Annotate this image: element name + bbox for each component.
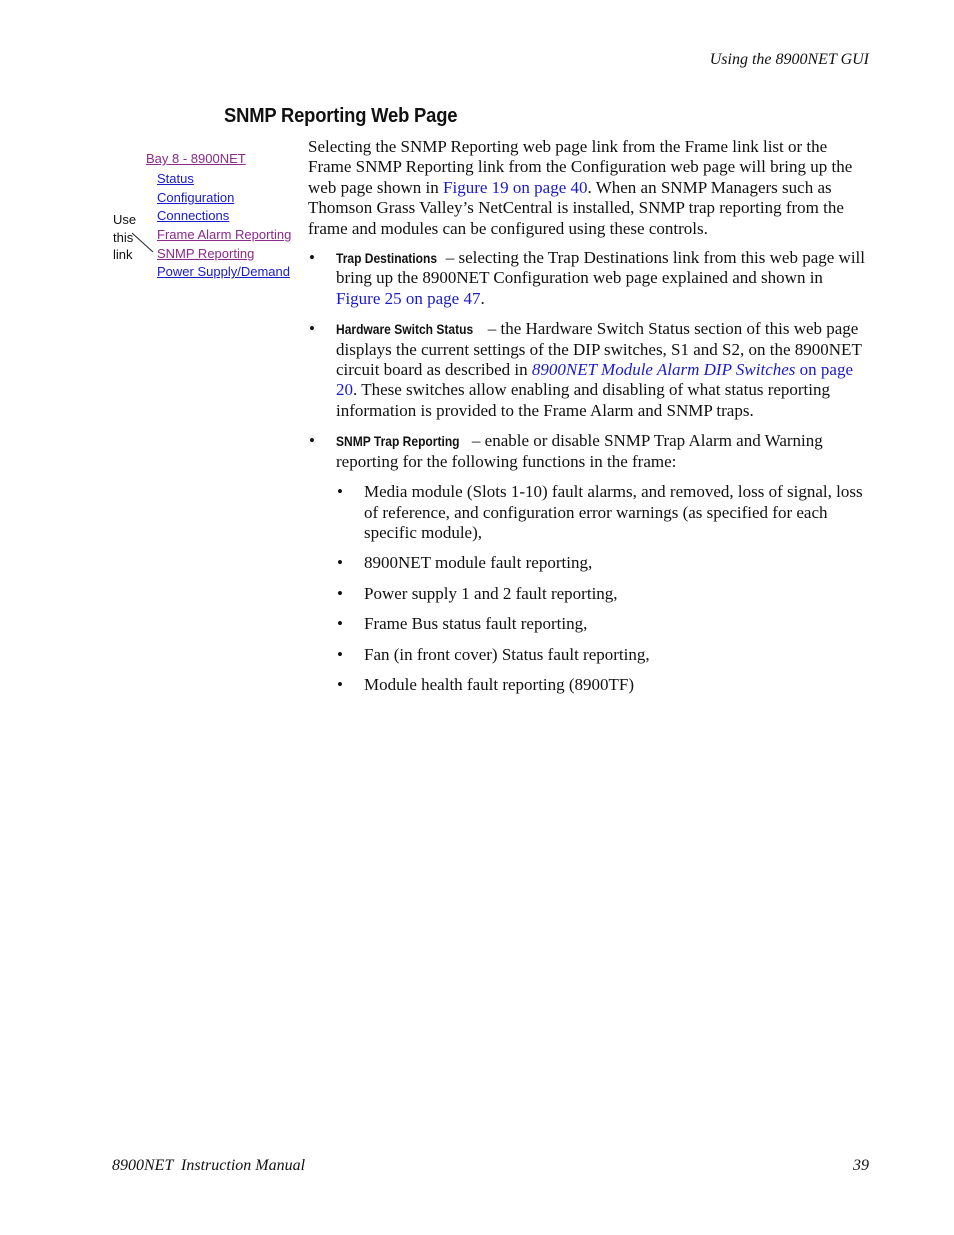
bullet: • bbox=[309, 319, 315, 339]
xref-figure-19[interactable]: Figure 19 on page 40 bbox=[443, 177, 588, 197]
sub-item-text: 8900NET module fault reporting, bbox=[364, 553, 593, 573]
nav-link-list-figure bbox=[108, 148, 303, 288]
sub-list-item bbox=[336, 584, 868, 604]
nav-link-snmp-reporting[interactable]: SNMP Reporting bbox=[157, 246, 255, 261]
footer-page-number: 39 bbox=[853, 1157, 869, 1174]
feature-list bbox=[308, 248, 868, 695]
term-hardware-switch-status: Hardware Switch Status bbox=[336, 321, 474, 338]
list-item-hardware-switch-status bbox=[308, 319, 868, 421]
item-text: – enable or disable SNMP Trap Alarm and Warning reporting for the following functions in the frame: bbox=[336, 431, 823, 471]
sub-list-item bbox=[336, 482, 868, 543]
body-text bbox=[308, 137, 868, 705]
intro-text-1: Selecting the SNMP Reporting web page link from the Frame link list or the Frame SNMP Reporting link from the Configuration web page will bring up the web page shown in bbox=[308, 137, 853, 197]
list-item-snmp-trap-reporting bbox=[308, 431, 868, 695]
nav-link-power-supply-demand[interactable]: Power Supply/Demand bbox=[157, 264, 290, 279]
bullet: • bbox=[337, 482, 343, 502]
sub-item-text: Frame Bus status fault reporting, bbox=[364, 614, 588, 634]
sub-list-item bbox=[336, 675, 868, 695]
callout-line-1: Use bbox=[113, 212, 137, 227]
sub-item-text: Module health fault reporting (8900TF) bbox=[364, 674, 635, 694]
callout-line-2: this bbox=[113, 229, 134, 245]
bullet: • bbox=[309, 248, 315, 268]
bullet: • bbox=[337, 614, 343, 634]
intro-text-2: . When an SNMP Managers such as Thomson Grass Valley’s NetCentral is installed, SNMP trap reporting from the frame and modules can be configured using these controls. bbox=[308, 177, 844, 238]
sub-list-item bbox=[336, 553, 868, 573]
sub-item-text: Media module (Slots 1-10) fault alarms, and removed, loss of signal, loss of reference, and configuration error warnings (as specified for each specific module), bbox=[364, 482, 863, 542]
section-title: SNMP Reporting Web Page bbox=[224, 105, 458, 127]
nav-link-frame-alarm-reporting[interactable]: Frame Alarm Reporting bbox=[157, 227, 292, 242]
nav-link-bay-8900net[interactable]: Bay 8 - 8900NET bbox=[146, 151, 246, 166]
item-text-end: . bbox=[480, 288, 485, 308]
bullet: • bbox=[337, 674, 343, 694]
bullet: • bbox=[309, 431, 315, 451]
nav-link-configuration[interactable]: Configuration bbox=[157, 190, 235, 205]
xref-dip-switches-title[interactable]: 8900NET Module Alarm DIP Switches bbox=[531, 360, 796, 380]
sub-list-item bbox=[336, 614, 868, 634]
item-text: – the Hardware Switch Status section of this web page displays the current settings of the DIP switches, S1 and S2, on the 8900NET circuit board as described in bbox=[336, 319, 862, 380]
bullet: • bbox=[337, 553, 343, 573]
xref-figure-25[interactable]: Figure 25 on page 47 bbox=[336, 288, 481, 308]
sub-item-text: Fan (in front cover) Status fault reporting, bbox=[364, 644, 650, 664]
callout-line-3: link bbox=[113, 247, 133, 262]
list-item-trap-destinations bbox=[308, 248, 868, 309]
term-snmp-trap-reporting: SNMP Trap Reporting bbox=[336, 433, 460, 450]
running-header: Using the 8900NET GUI bbox=[709, 51, 869, 68]
item-text-end: . These switches allow enabling and disabling of what status reporting information is provided to the Frame Alarm and SNMP traps. bbox=[336, 380, 831, 420]
sub-item-text: Power supply 1 and 2 fault reporting, bbox=[364, 583, 618, 603]
bullet: • bbox=[337, 583, 343, 603]
nav-link-status[interactable]: Status bbox=[157, 171, 194, 186]
xref-dip-switches-page[interactable]: on page 20 bbox=[336, 360, 853, 400]
item-text: – selecting the Trap Destinations link from this web page will bring up the 8900NET Configuration web page explained and shown in bbox=[336, 248, 865, 288]
bullet: • bbox=[337, 644, 343, 664]
function-sub-list bbox=[336, 482, 868, 695]
callout-pointer-line bbox=[108, 148, 168, 288]
nav-link-connections[interactable]: Connections bbox=[157, 208, 230, 223]
sub-list-item bbox=[336, 645, 868, 665]
footer-manual-title: 8900NET Instruction Manual bbox=[112, 1157, 306, 1174]
intro-paragraph bbox=[308, 137, 868, 239]
term-trap-destinations: Trap Destinations bbox=[336, 250, 438, 267]
